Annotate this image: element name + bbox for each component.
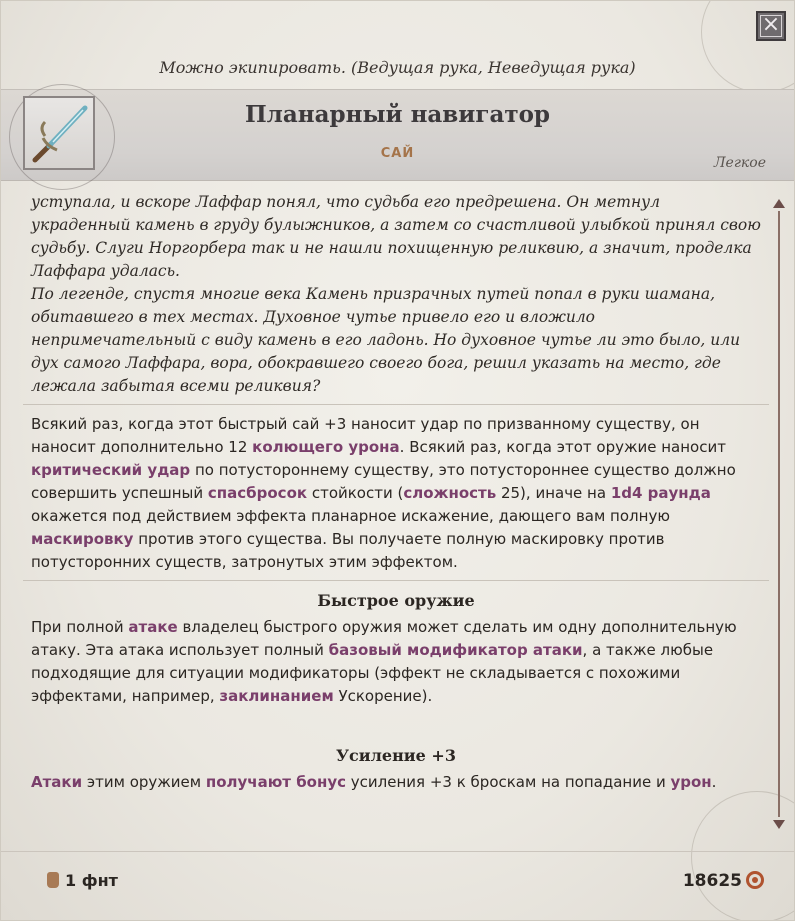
scroll-down-arrow-icon[interactable] <box>773 820 785 829</box>
keyword-link[interactable]: колющего урона <box>252 438 400 456</box>
price-value: 18625 <box>682 871 742 891</box>
text: Всякий раз, когда этот быстрый сай +3 наносит удар по призванному существу, он наносит дополнительно 12 <box>31 415 700 456</box>
text: стойкости ( <box>307 484 404 502</box>
keyword-link[interactable]: сложность <box>403 484 497 502</box>
keyword-link[interactable]: атаке <box>128 618 178 636</box>
text: по потустороннему существу, это потустороннее существо должно совершить успешный <box>31 461 736 502</box>
keyword-link[interactable]: спасбросок <box>207 484 308 502</box>
keyword-link[interactable]: маскировку <box>31 530 134 548</box>
weight-bag-icon <box>47 872 59 888</box>
fast-weapon-description <box>31 616 761 708</box>
text: усиления +3 к броскам на попадание и <box>346 773 671 791</box>
gold-coin-icon <box>746 871 764 889</box>
text: 25), иначе на <box>496 484 611 502</box>
text: окажется под действием эффекта планарное искажение, дающего вам полную <box>31 507 670 525</box>
close-icon: × <box>761 12 781 37</box>
text: владелец быстрого оружия может сделать им одну дополнительную атаку. Эта атака использует полный <box>31 618 737 659</box>
ability-description <box>31 413 761 574</box>
close-button[interactable] <box>756 11 786 41</box>
lore-paragraph: По легенде, спустя многие века Камень призрачных путей попал в руки шамана, обитавшего в тех местах. Духовное чутье привело его и вложило непримечательный с виду камень в его ладонь. Но духовное чутье ли это было, или дух самого Лаффара, вора, обокравшего своего бога, решил указать на место, где лежала забытая всеми реликвия? <box>31 285 741 395</box>
divider <box>23 404 769 405</box>
scrollbar[interactable] <box>776 199 782 829</box>
weight-class: Легкое <box>713 155 766 171</box>
item-type: САЙ <box>380 146 415 161</box>
item-weight <box>47 871 118 890</box>
enhancement-description <box>31 771 761 794</box>
item-title: Планарный навигатор <box>244 101 551 128</box>
section-title-enhancement: Усиление +3 <box>336 746 456 765</box>
keyword-link[interactable]: критический удар <box>31 461 191 479</box>
lore-text <box>31 191 761 398</box>
text: . <box>711 773 717 791</box>
keyword-link[interactable]: получают бонус <box>205 773 347 791</box>
footer-divider <box>1 851 794 852</box>
scrollbar-track[interactable] <box>778 211 780 817</box>
keyword-link[interactable]: базовый модификатор атаки <box>328 641 583 659</box>
text: , а также любые подходящие для ситуации модификаторы (эффект не складывается с похожими эффектами, например, <box>31 641 714 705</box>
text: против этого существа. Вы получаете полную маскировку против потусторонних существ, затронутых этим эффектом. <box>31 530 665 571</box>
keyword-link[interactable]: 1d4 раунда <box>610 484 711 502</box>
text: этим оружием <box>82 773 206 791</box>
divider <box>23 580 769 581</box>
description-scroll-area[interactable] <box>31 191 761 794</box>
keyword-link[interactable]: заклинанием <box>219 687 334 705</box>
equip-slots-text: Можно экипировать. (Ведущая рука, Неведущая рука) <box>159 58 636 77</box>
lore-paragraph: уступала, и вскоре Лаффар понял, что судьба его предрешена. Он метнул украденный камень в груду булыжников, а затем со счастливой улыбкой принял свою судьбу. Слуги Норгорбера так и не нашли похищенную реликвию, а значит, проделка Лаффара удалась. <box>31 193 761 280</box>
weight-value: 1 фнт <box>65 871 118 890</box>
scroll-up-arrow-icon[interactable] <box>773 199 785 208</box>
item-price <box>683 871 764 891</box>
keyword-link[interactable]: Атаки <box>31 773 83 791</box>
text: Ускорение). <box>333 687 433 705</box>
text: . Всякий раз, когда этот оружие наносит <box>399 438 726 456</box>
text: При полной <box>31 618 129 636</box>
section-title-fast-weapon: Быстрое оружие <box>317 591 475 610</box>
keyword-link[interactable]: урон <box>670 773 712 791</box>
